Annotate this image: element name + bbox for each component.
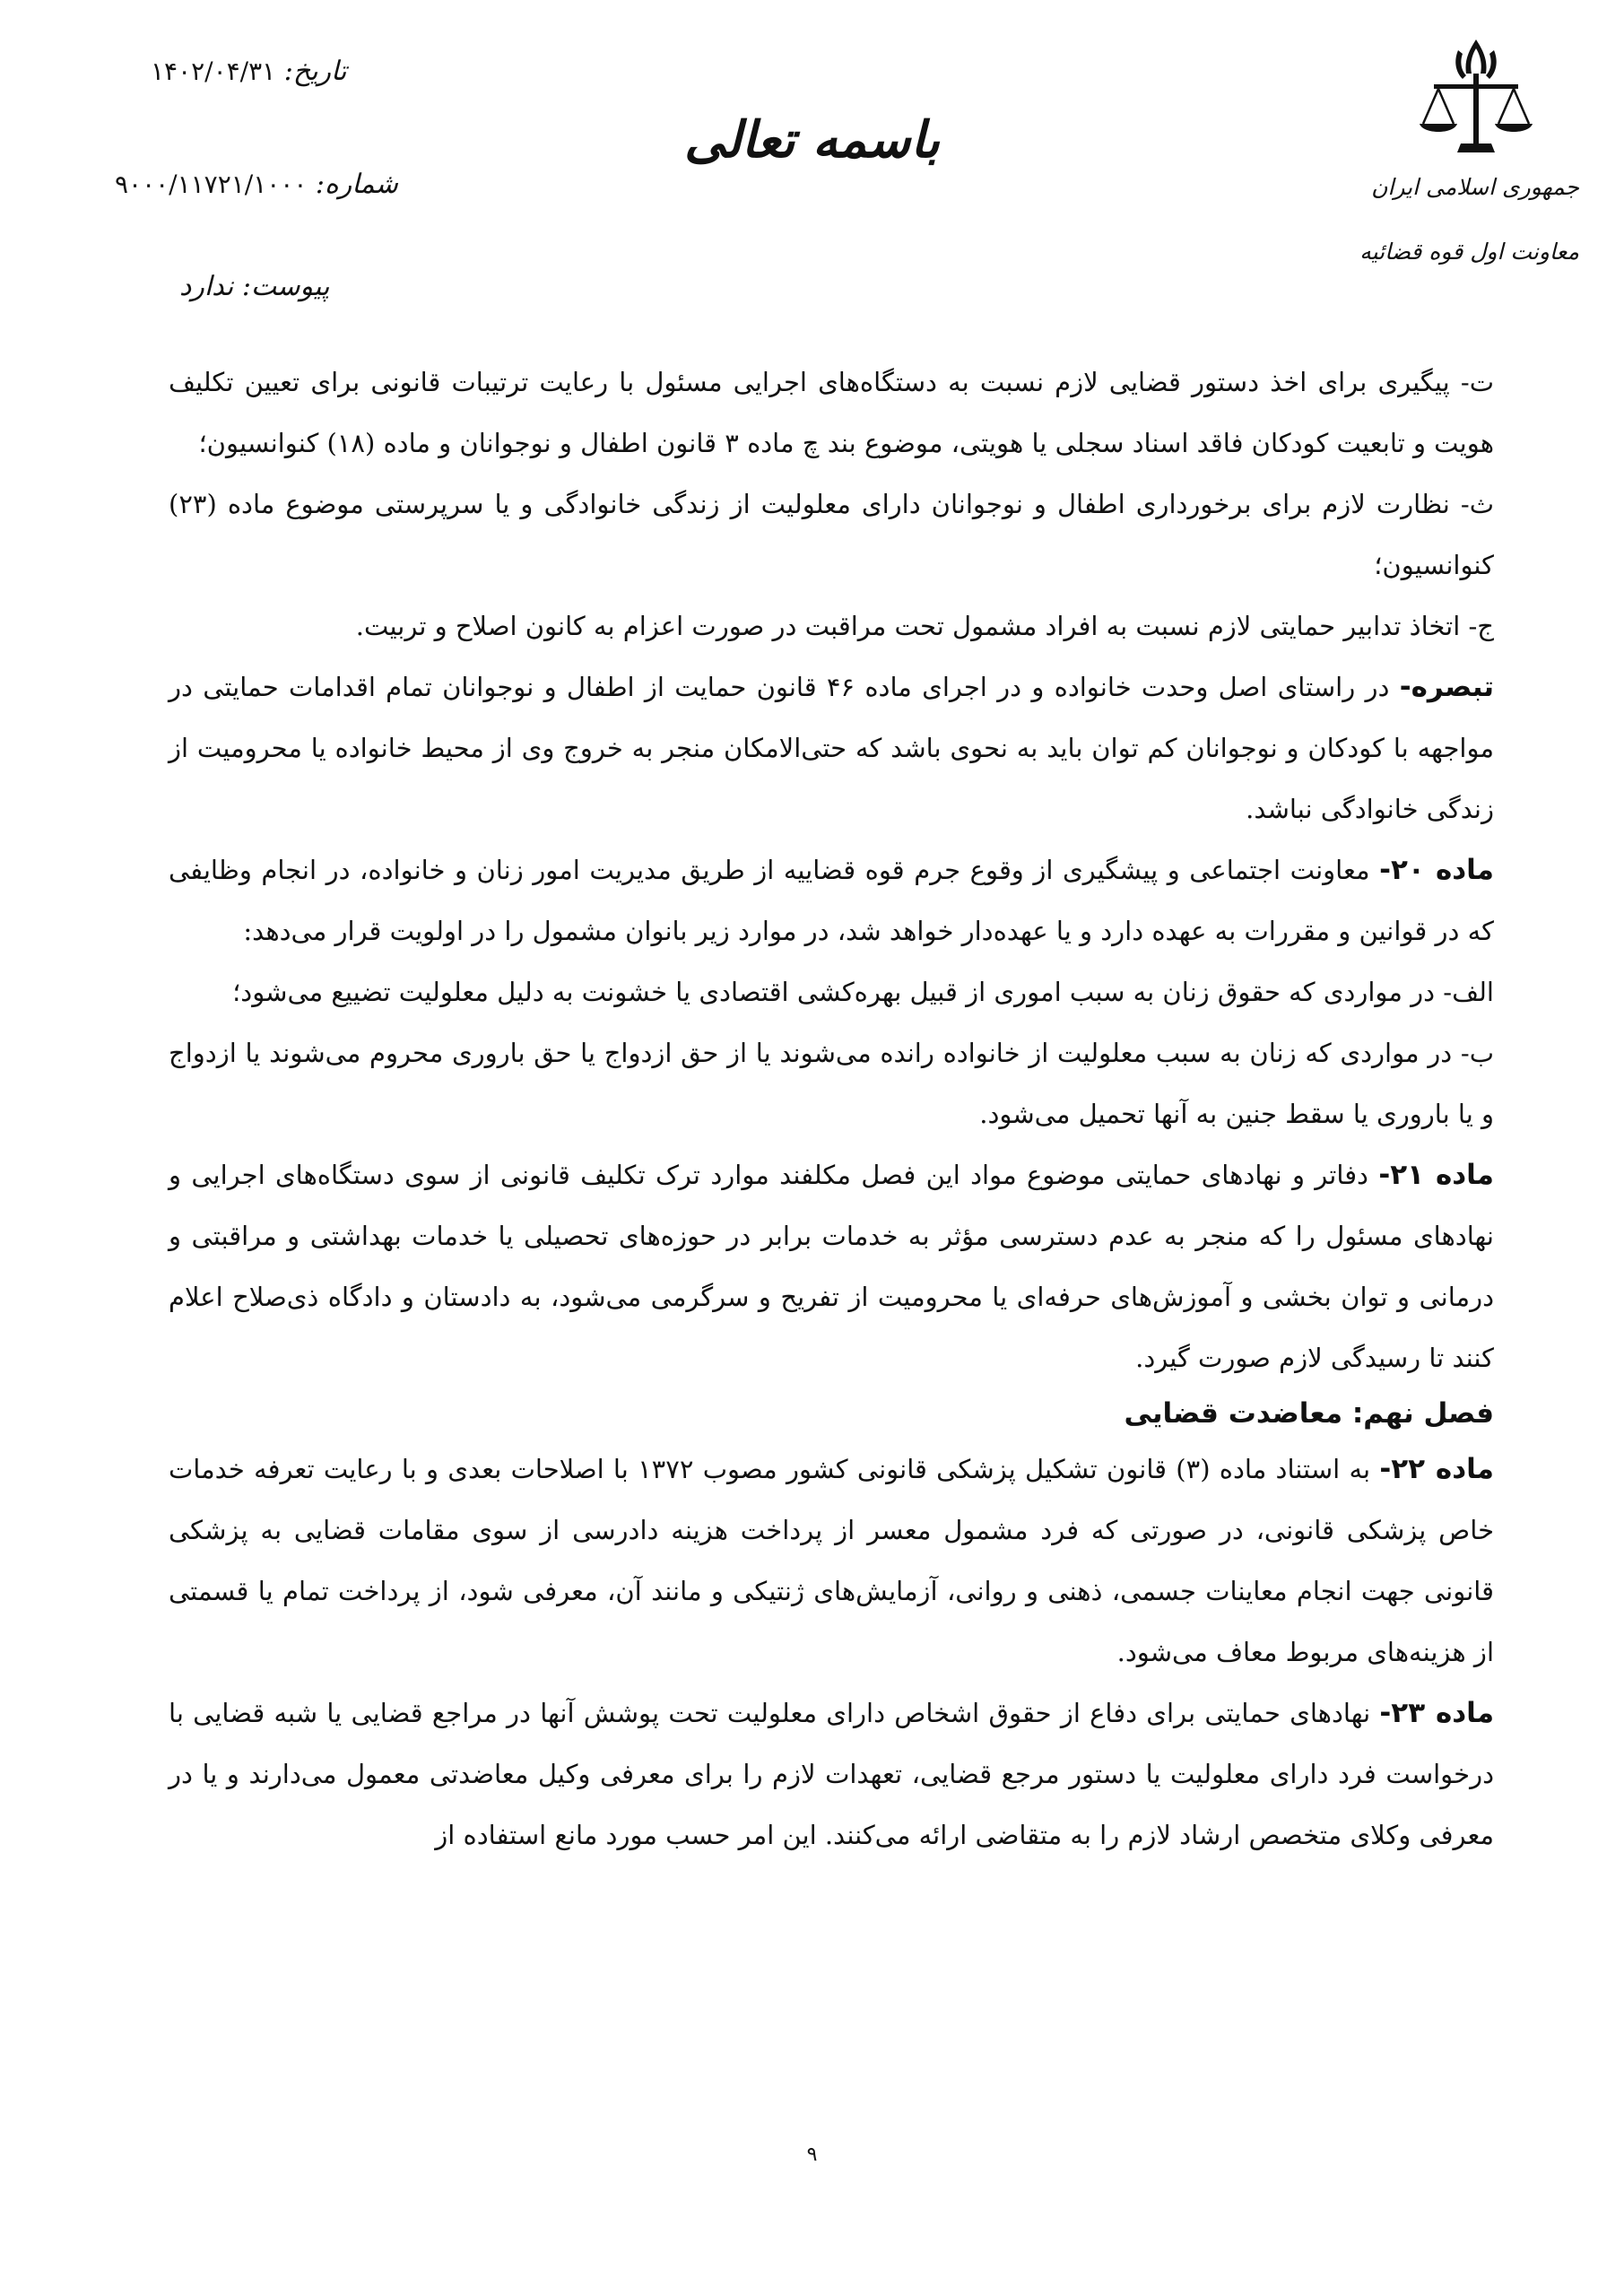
- attachment-label: پیوست:: [241, 271, 330, 302]
- article-20-item-alef: الف- در مواردی که حقوق زنان به سبب اموری از قبیل بهره‌کشی اقتصادی یا خشونت به دلیل معلولیت تضییع می‌شود؛: [232, 977, 1494, 1007]
- article-20-label: ماده ۲۰-: [1379, 854, 1495, 886]
- note-tabsare-text: در راستای اصل وحدت خانواده و در اجرای ماده ۴۶ قانون حمایت از اطفال و نوجوانان تمام اقدامات حمایتی در مواجهه با کودکان و نوجوانان کم توان باید به نحوی باشد که حتی‌الامکان منجر به خروج وی از محیط خانواده یا محرومیت از زندگی خانوادگی نباشد.: [169, 672, 1494, 824]
- note-tabsare-label: تبصره-: [1399, 671, 1495, 703]
- article-22: [169, 1439, 1494, 1683]
- bismillah-heading: باسمه تعالی: [684, 110, 940, 170]
- article-22-label: ماده ۲۲-: [1379, 1453, 1494, 1485]
- article-20-text: معاونت اجتماعی و پیشگیری از وقوع جرم قوه قضاییه از طریق مدیریت امور زنان و خانواده، در انجام وظایفی که در قوانین و مقررات به عهده دارد و یا عهده‌دار خواهد شد، در موارد زیر بانوان مشمول را در اولویت قرار می‌دهد:: [169, 855, 1494, 946]
- clause-te: ت- پیگیری برای اخذ دستور قضایی لازم نسبت به دستگاه‌های اجرایی مسئول با رعایت ترتیبات قانونی برای تعیین تکلیف هویت و تابعیت کودکان فاقد اسناد سجلی یا هویتی، موضوع بند چ ماده ۳ قانون اطفال و نوجوانان و ماده (۱۸) کنوانسیون؛: [169, 367, 1494, 458]
- number-label: شماره:: [315, 169, 398, 200]
- article-20: [169, 839, 1494, 961]
- attachment-value: ندارد: [179, 271, 234, 302]
- document-body: [169, 352, 1494, 1866]
- date-value: ۱۴۰۲/۰۴/۳۱: [151, 57, 276, 86]
- article-23: [169, 1683, 1494, 1866]
- emblem-country-name: جمهوری اسلامی ایران: [1371, 174, 1579, 200]
- note-tabsare: [169, 657, 1494, 839]
- article-23-label: ماده ۲۳-: [1379, 1697, 1495, 1729]
- article-21-text: دفاتر و نهادهای حمایتی موضوع مواد این فصل مکلفند موارد ترک تکلیف قانونی از سوی دستگاه‌های اجرایی و نهادهای مسئول را که منجر به عدم دسترسی مؤثر به خدمات برابر در حوزه‌های تحصیلی یا خدمات بهداشتی و مراقبتی و درمانی و توان بخشی و آموزش‌های حرفه‌ای یا محرومیت از تفریح و سرگرمی می‌شود، به دادستان و دادگاه ذی‌صلاح اعلام کنند تا رسیدگی لازم صورت گیرد.: [169, 1160, 1494, 1373]
- article-21-label: ماده ۲۱-: [1378, 1159, 1494, 1191]
- article-21: [169, 1144, 1494, 1388]
- emblem-department-name: معاونت اول قوه قضائیه: [1359, 239, 1579, 265]
- date-label: تاریخ:: [283, 56, 347, 87]
- clause-se: ث- نظارت لازم برای برخورداری اطفال و نوجوانان دارای معلولیت از زندگی خانوادگی و یا سرپرستی موضوع ماده (۲۳) کنوانسیون؛: [169, 489, 1494, 580]
- clause-jim: ج- اتخاذ تدابیر حمایتی لازم نسبت به افراد مشمول تحت مراقبت در صورت اعزام به کانون اصلاح و تربیت.: [355, 611, 1494, 641]
- article-20-item-be: ب- در مواردی که زنان به سبب معلولیت از خانواده رانده می‌شوند یا از حق ازدواج یا حق باروری محروم می‌شوند یا ازدواج و یا باروری یا سقط جنین به آنها تحمیل می‌شود.: [169, 1038, 1494, 1129]
- chapter-heading: فصل نهم: معاضدت قضایی: [1124, 1397, 1494, 1430]
- letter-attachment: [179, 271, 329, 302]
- article-23-text: نهادهای حمایتی برای دفاع از حقوق اشخاص دارای معلولیت تحت پوشش آنها در مراجع قضایی یا شبه قضایی با درخواست فرد دارای معلولیت یا دستور مرجع قضایی، تعهدات لازم را برای معرفی وکیل معاضدتی معمول می‌دارند و یا در معرفی وکلای متخصص ارشاد لازم را به متقاضی ارائه می‌کنند. این امر حسب مورد مانع استفاده از: [169, 1698, 1494, 1850]
- letter-number: [115, 169, 398, 200]
- page-number: ۹: [806, 2144, 818, 2166]
- article-22-text: به استناد ماده (۳) قانون تشکیل پزشکی قانونی کشور مصوب ۱۳۷۲ با اصلاحات بعدی و با رعایت تعرفه خدمات خاص پزشکی قانونی، در صورتی که فرد مشمول معسر از پرداخت هزینه دادرسی از سوی مقامات قضایی به پزشکی قانونی جهت انجام معاینات جسمی، ذهنی و روانی، آزمایش‌های ژنتیکی و مانند آن، معرفی شود، از پرداخت تمام یا قسمتی از هزینه‌های مربوط معاف می‌شود.: [169, 1454, 1494, 1667]
- letter-date: [151, 56, 347, 87]
- number-value: ۹۰۰۰/۱۱۷۲۱/۱۰۰۰: [115, 170, 308, 199]
